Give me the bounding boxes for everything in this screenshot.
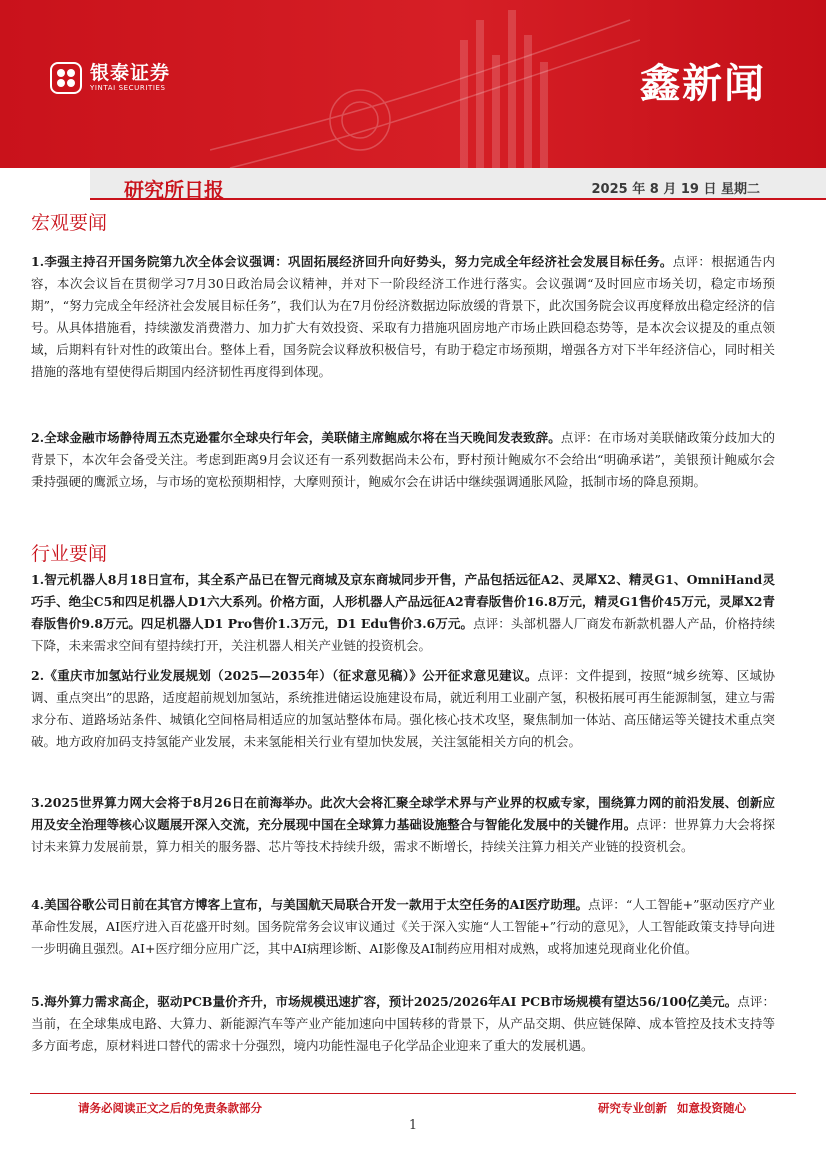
news-headline: 1.智元机器人8月18日宣布，其全系产品已在智元商城及京东商城同步开售，产品包括远征A2、灵犀X2、精灵G1、OmniHand灵巧手、绝尘C5和四足机器人D1六大系列。价格方面，人形机器人产品远征A2青春版售价16.8万元，精灵G1售价45万元，灵犀X2青春版售价9.8万元。四足机器人D1 Pro售价1.3万元，D1 Edu售价3.6万元。 — [31, 572, 775, 631]
company-logo — [50, 62, 170, 94]
report-title: 研究所日报 — [124, 178, 224, 202]
news-item — [31, 569, 775, 657]
footer-slogan — [588, 1100, 746, 1116]
logo-mark-icon — [50, 62, 82, 94]
logo-english-name: YINTAI SECURITIES — [90, 84, 166, 92]
news-comment: 点评：世界算力大会将探讨未来算力发展前景，算力相关的服务器、芯片等技术持续升级，需求不断增长，持续关注算力相关产业链的投资机会。 — [31, 817, 775, 854]
footer-divider — [30, 1093, 796, 1094]
footer-slogan-2: 如意投资随心 — [677, 1101, 746, 1115]
section-title-industry: 行业要闻 — [31, 543, 108, 565]
news-item — [31, 427, 775, 493]
news-comment: 点评：头部机器人厂商发布新款机器人产品，价格持续下降，未来需求空间有望持续打开，关注机器人相关产业链的投资机会。 — [31, 616, 775, 653]
page-number: 1 — [408, 1118, 418, 1133]
logo-chinese-name: 银泰证券 — [90, 62, 171, 84]
news-item — [31, 665, 775, 753]
banner-decoration — [210, 0, 640, 168]
footer-disclaimer: 请务必阅读正文之后的免责条款部分 — [78, 1101, 262, 1115]
report-date: 2025 年 8 月 19 日 星期二 — [591, 182, 760, 197]
news-headline: 2.《重庆市加氢站行业发展规划（2025—2035年）（征求意见稿）》公开征求意见建议。 — [31, 668, 538, 683]
news-item — [31, 991, 775, 1057]
news-headline: 3.2025世界算力网大会将于8月26日在前海举办。此次大会将汇聚全球学术界与产业界的权威专家，围绕算力网的前沿发展、创新应用及安全治理等核心议题展开深入交流，充分展现中国在全球算力基础设施整合与智能化发展中的关键作用。 — [31, 795, 775, 832]
news-comment: 点评：当前，在全球集成电路、大算力、新能源汽车等产业产能加速向中国转移的背景下，从产品交期、供应链保障、成本管控及技术支持等多方面考虑，原材料进口替代的需求十分强烈，境内功能性湿电子化学品企业迎来了重大的发展机遇。 — [31, 994, 775, 1053]
news-comment: 点评：在市场对美联储政策分歧加大的背景下，本次年会备受关注。考虑到距离9月会议还有一系列数据尚未公布，野村预计鲍威尔不会给出“明确承诺”，美银预计鲍威尔会秉持强硬的鹰派立场，与市场的宽松预期相悖，大摩则预计，鲍威尔会在讲话中继续强调通胀风险，抵制市场的降息预期。 — [31, 430, 775, 489]
footer-slogan-1: 研究专业创新 — [598, 1101, 667, 1115]
news-item — [31, 792, 775, 858]
news-comment: 点评：根据通告内容，本次会议旨在贯彻学习7月30日政治局会议精神，并对下一阶段经济工作进行落实。会议强调“及时回应市场关切，稳定市场预期”，“努力完成全年经济社会发展目标任务”，我们认为在7月份经济数据边际放缓的背景下，此次国务院会议再度释放出稳定经济的信号。从具体措施看，持续激发消费潜力、加力扩大有效投资、采取有力措施巩固房地产市场止跌回稳态势等，是本次会议提及的重点领域，后期料有针对性的政策出台。整体上看，国务院会议释放积极信号，有助于稳定市场预期，增强各方对下半年经济信心，同时相关措施的落地有望使得后期国内经济韧性再度得到体现。 — [31, 254, 775, 379]
header-banner — [0, 0, 826, 168]
news-item — [31, 251, 775, 383]
news-headline: 1.李强主持召开国务院第九次全体会议强调：巩固拓展经济回升向好势头，努力完成全年经济社会发展目标任务。 — [31, 254, 673, 269]
news-headline: 4.美国谷歌公司日前在其官方博客上宣布，与美国航天局联合开发一款用于太空任务的AI医疗助理。 — [31, 897, 589, 912]
news-comment: 点评：文件提到，按照“城乡统筹、区域协调、重点突出”的思路，适度超前规划加氢站，系统推进储运设施建设布局，就近利用工业副产氢，积极拓展可再生能源制氢，建立与需求分布、道路场站条件、城镇化空间格局相适应的加氢站整体布局。强化核心技术攻坚，聚焦制加一体站、高压储运等关键技术重点突破。地方政府加码支持氢能产业发展，未来氢能相关行业有望加快发展，关注氢能相关方向的机会。 — [31, 668, 775, 749]
news-headline: 2.全球金融市场静待周五杰克逊霍尔全球央行年会，美联储主席鲍威尔将在当天晚间发表致辞。 — [31, 430, 561, 445]
section-title-macro: 宏观要闻 — [31, 212, 108, 234]
publication-brand: 鑫新闻 — [640, 61, 766, 107]
news-comment: 点评：“人工智能+”驱动医疗产业革命性发展，AI医疗进入百花盛开时刻。国务院常务会议审议通过《关于深入实施“人工智能+”行动的意见》，人工智能政策支持导向进一步明确且强烈。AI+医疗细分应用广泛，其中AI病理诊断、AI影像及AI制药应用相对成熟，或将加速兑现商业化价值。 — [31, 897, 775, 956]
news-item — [31, 894, 775, 960]
news-headline: 5.海外算力需求高企，驱动PCB量价齐升，市场规模迅速扩容，预计2025/2026年AI PCB市场规模有望达56/100亿美元。 — [31, 994, 738, 1009]
